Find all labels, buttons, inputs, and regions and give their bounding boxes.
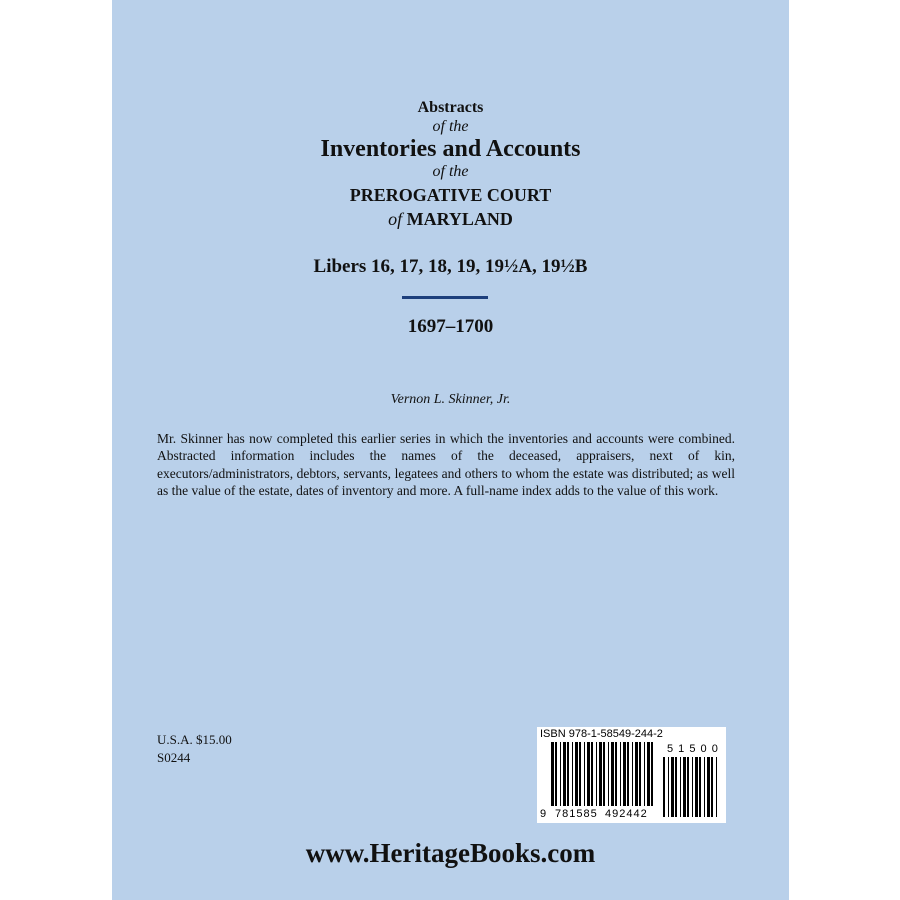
barcode-addon-bars <box>663 757 720 817</box>
barcode-bar <box>551 742 554 806</box>
barcode-bar <box>603 742 605 806</box>
barcode-bar <box>608 742 609 806</box>
barcode-bar <box>627 742 629 806</box>
ean-group2: 492442 <box>605 808 648 820</box>
barcode-bar <box>623 742 626 806</box>
divider <box>402 296 488 299</box>
barcode-bar <box>615 742 617 806</box>
ean-group1: 781585 <box>555 808 598 820</box>
barcode <box>537 727 726 823</box>
barcode-bar <box>560 742 561 806</box>
barcode-bar <box>707 757 710 817</box>
barcode-bar <box>675 757 677 817</box>
back-cover <box>112 0 789 900</box>
barcode-bar <box>711 757 713 817</box>
title-abstracts: Abstracts <box>417 99 484 116</box>
product-code: S0244 <box>157 750 191 765</box>
website: www.HeritageBooks.com <box>305 838 596 868</box>
barcode-bar <box>668 757 669 817</box>
barcode-bar <box>683 757 686 817</box>
barcode-bar <box>692 757 693 817</box>
description: Mr. Skinner has now completed this earlier series in which the inventories and accounts were combined. Abstracted information includes the names of the deceased, appraisers, next of kin, executors/administrators, debtors, servants, legatees and others to whom the estate was distributed; as well as the value of the estate, dates of inventory and more. A full-name index adds to the value of this work. <box>157 431 735 498</box>
barcode-bar <box>699 757 701 817</box>
barcode-bar <box>671 757 674 817</box>
price-code: 5 1 5 0 0 <box>667 743 719 755</box>
barcode-bar <box>611 742 614 806</box>
barcode-bar <box>575 742 578 806</box>
barcode-bar <box>647 742 650 806</box>
barcode-bar <box>639 742 641 806</box>
barcode-bar <box>687 757 689 817</box>
barcode-bar <box>567 742 569 806</box>
barcode-bar <box>620 742 621 806</box>
barcode-bar <box>644 742 645 806</box>
isbn: ISBN 978-1-58549-244-2 <box>540 728 663 740</box>
barcode-bar <box>599 742 602 806</box>
barcode-bar <box>579 742 581 806</box>
ean-first: 9 <box>540 808 547 820</box>
barcode-bar <box>563 742 566 806</box>
title-of-the-2: of the <box>432 163 469 180</box>
barcode-bar <box>584 742 585 806</box>
title-main: Inventories and Accounts <box>320 136 581 162</box>
barcode-bar <box>555 742 557 806</box>
title-maryland: of MARYLAND <box>388 209 513 229</box>
years: 1697–1700 <box>407 316 494 337</box>
title-court: PREROGATIVE COURT <box>349 185 552 205</box>
barcode-bar <box>596 742 597 806</box>
barcode-bar <box>695 757 698 817</box>
barcode-bar <box>572 742 573 806</box>
barcode-bar <box>663 757 665 817</box>
barcode-bar <box>591 742 593 806</box>
barcode-bar <box>635 742 638 806</box>
barcode-bar <box>651 742 653 806</box>
barcode-bar <box>716 757 717 817</box>
barcode-bars <box>551 742 657 806</box>
barcode-bar <box>704 757 705 817</box>
barcode-bar <box>680 757 681 817</box>
author: Vernon L. Skinner, Jr. <box>390 392 511 407</box>
title-of-the: of the <box>432 118 469 135</box>
libers: Libers 16, 17, 18, 19, 19½A, 19½B <box>313 256 588 277</box>
price: U.S.A. $15.00 <box>157 732 232 747</box>
barcode-bar <box>587 742 590 806</box>
barcode-bar <box>632 742 633 806</box>
